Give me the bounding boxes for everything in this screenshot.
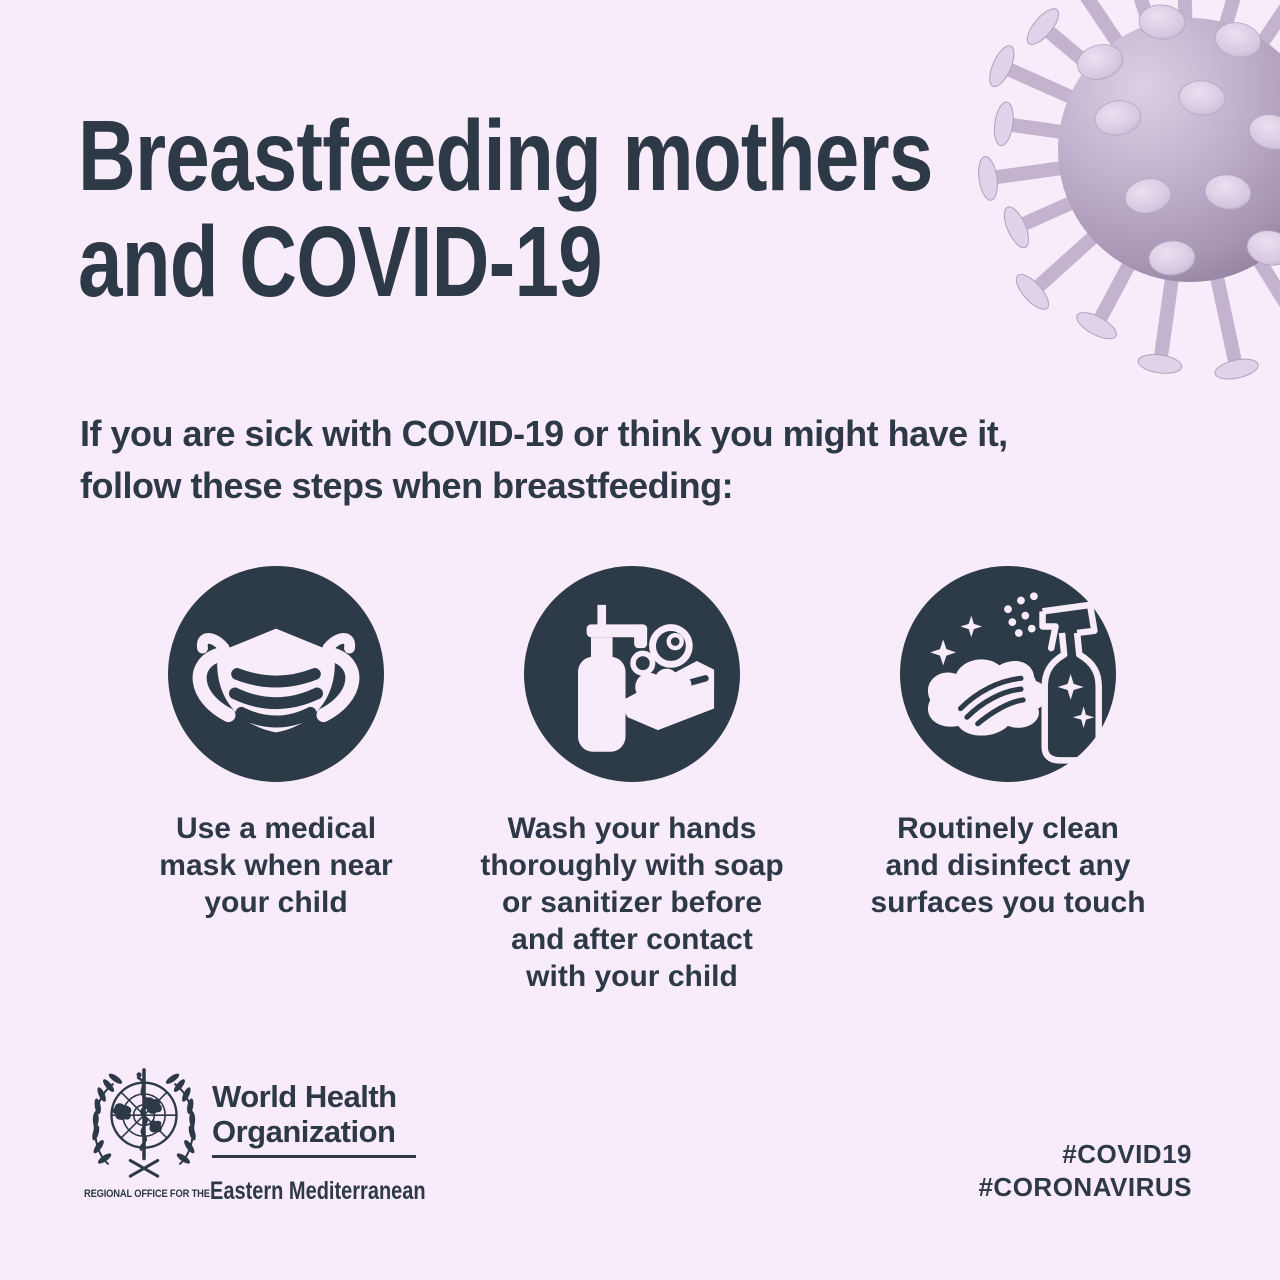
who-name-line2: Organization xyxy=(212,1114,396,1149)
handwash-soap-icon xyxy=(524,566,740,782)
who-office-region: Eastern Mediterranean xyxy=(210,1177,426,1205)
step-handwash-caption xyxy=(480,810,783,995)
hashtag-covid19: #COVID19 xyxy=(1062,1139,1192,1169)
step-handwash xyxy=(452,566,812,995)
step-mask-caption xyxy=(159,810,392,921)
caption-line: Wash your hands xyxy=(507,812,757,845)
caption-line: and disinfect any xyxy=(885,849,1131,882)
step-mask xyxy=(96,566,456,921)
medical-mask-icon xyxy=(168,566,384,782)
caption-line: thoroughly with soap xyxy=(480,849,784,882)
page-title-line1: Breastfeeding mothers xyxy=(78,100,933,212)
hashtag-coronavirus: #CORONAVIRUS xyxy=(978,1172,1192,1202)
caption-line: surfaces you touch xyxy=(870,886,1146,919)
page-title xyxy=(78,100,933,318)
clean-disinfect-icon xyxy=(900,566,1116,782)
page-title-line2: and COVID-19 xyxy=(78,206,602,318)
caption-line: with your child xyxy=(526,960,738,993)
step-disinfect xyxy=(828,566,1188,921)
who-wordmark xyxy=(212,1079,397,1149)
coronavirus-illustration xyxy=(920,0,1280,430)
caption-line: or sanitizer before xyxy=(501,886,763,919)
caption-line: Use a medical xyxy=(175,812,377,845)
hashtags xyxy=(978,1138,1192,1204)
step-disinfect-caption xyxy=(870,810,1145,921)
caption-line: mask when near xyxy=(159,849,393,882)
caption-line: Routinely clean xyxy=(897,812,1119,845)
who-rule xyxy=(212,1155,416,1158)
who-name-line1: World Health xyxy=(212,1079,397,1114)
who-emblem-icon xyxy=(84,1062,204,1188)
who-office-prefix: REGIONAL OFFICE FOR THE xyxy=(84,1188,210,1200)
intro-line1: If you are sick with COVID-19 or think you might have it, xyxy=(80,413,1008,454)
intro-text xyxy=(80,408,1008,512)
intro-line2: follow these steps when breastfeeding: xyxy=(80,465,734,506)
caption-line: and after contact xyxy=(511,923,753,956)
caption-line: your child xyxy=(204,886,348,919)
